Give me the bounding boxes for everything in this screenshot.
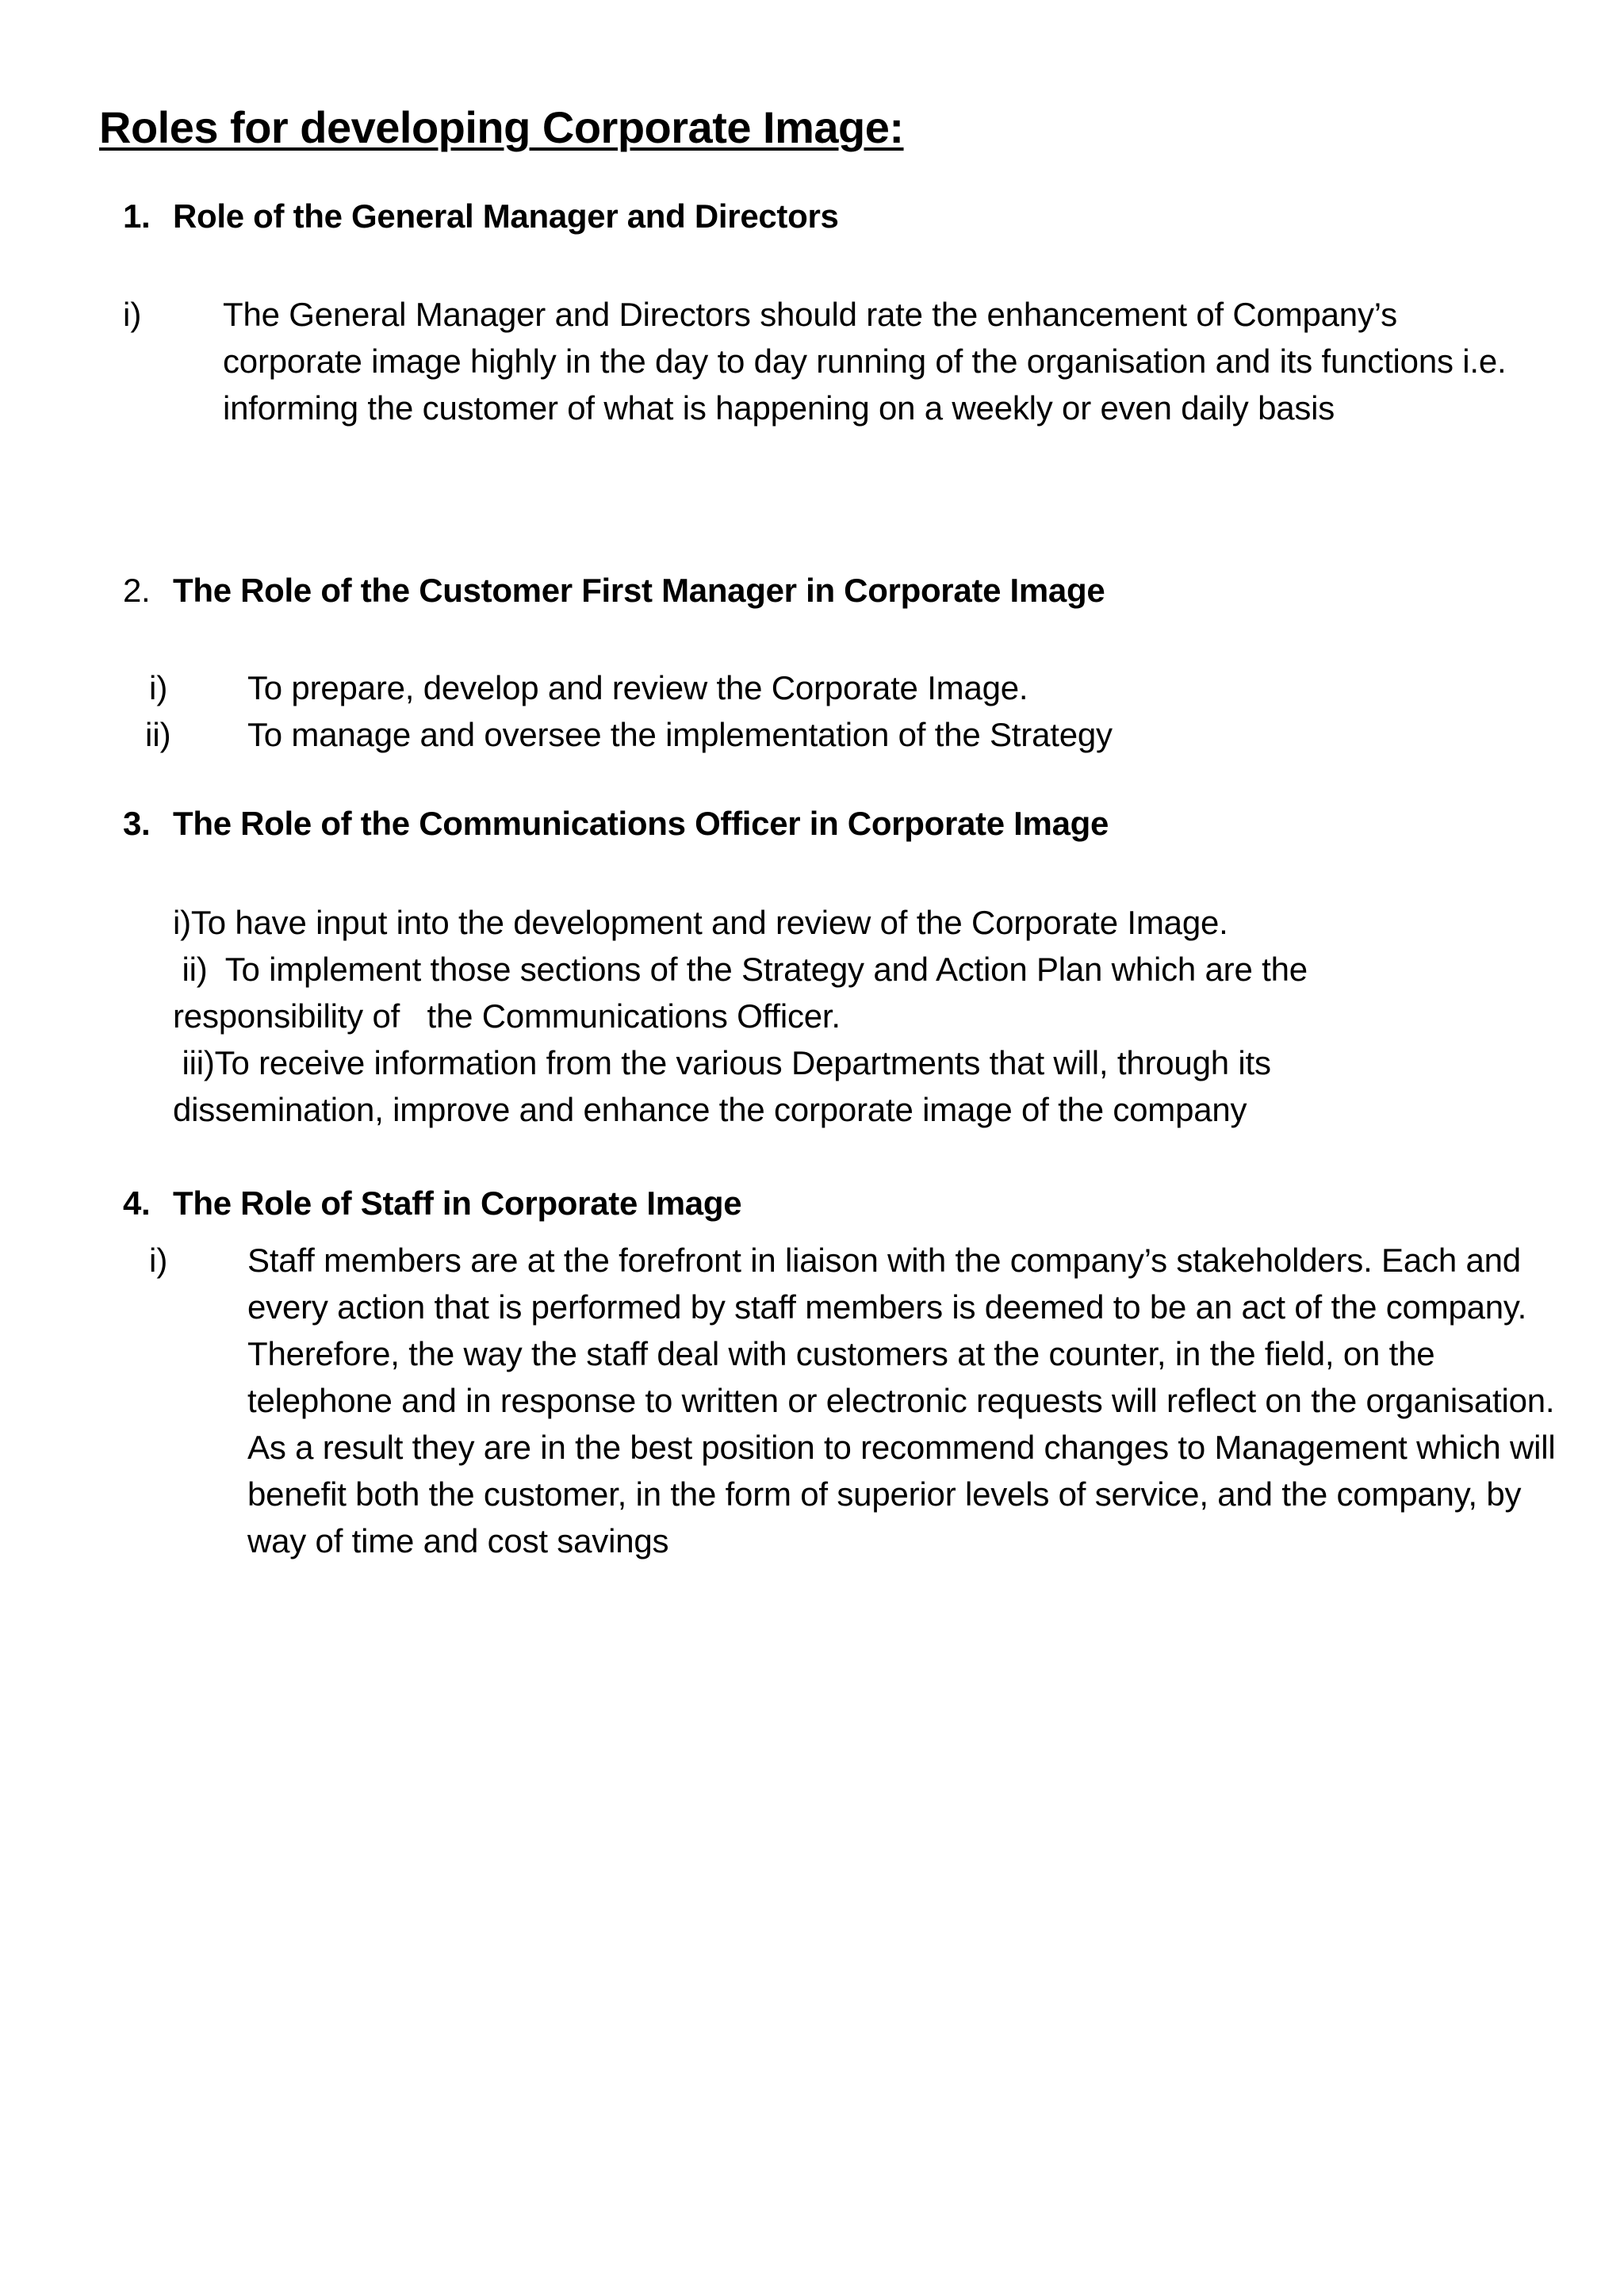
paragraph-line: dissemination, improve and enhance the corporate image of the company: [173, 1091, 1247, 1128]
list-marker: ii): [145, 716, 171, 753]
paragraph-line: ii) To implement those sections of the Strategy and Action Plan which are the: [173, 951, 1308, 988]
list-marker: i): [123, 296, 142, 333]
section-title: Role of the General Manager and Directors: [173, 197, 839, 235]
section-title: The Role of Staff in Corporate Image: [173, 1184, 742, 1222]
page-title: Roles for developing Corporate Image:: [99, 102, 904, 152]
section-number: 4.: [123, 1184, 151, 1222]
section-4-heading: [123, 1184, 741, 1223]
section-number: 2.: [123, 572, 151, 609]
section-1-heading: [123, 197, 839, 235]
section-title: The Role of the Communications Officer in Corporate Image: [173, 805, 1109, 842]
section-number: 3.: [123, 805, 151, 842]
section-title: The Role of the Customer First Manager in Corporate Image: [173, 572, 1105, 609]
paragraph-line: iii)To receive information from the various Departments that will, through its: [173, 1044, 1271, 1081]
list-item-text: Staff members are at the forefront in liaison with the company’s stakeholders. Each and every action that is performed by staff members is deemed to be an act of the company. Therefore, the way the staff deal with customers at the counter, in the field, on the telephone and in response to written or electronic requests will reflect on the organisation. As a result they are in the best position to recommend changes to Management which will benefit both the customer, in the form of superior levels of service, and the company, by way of time and cost savings: [247, 1242, 1556, 1559]
section-2-heading: [123, 572, 1105, 610]
section-number: 1.: [123, 197, 151, 235]
paragraph-line: i)To have input into the development and review of the Corporate Image.: [173, 904, 1228, 941]
list-item-text: The General Manager and Directors should rate the enhancement of Company’s corporate image highly in the day to day running of the organisation and its functions i.e. informing the customer of what is happening on a weekly or even daily basis: [223, 296, 1507, 427]
section-3-heading: [123, 805, 1109, 843]
list-item-text: To manage and oversee the implementation of the Strategy: [247, 716, 1113, 753]
paragraph-line: responsibility of the Communications Officer.: [173, 997, 841, 1035]
list-marker: i): [149, 669, 168, 706]
list-item-text: To prepare, develop and review the Corporate Image.: [247, 669, 1028, 706]
list-marker: i): [149, 1242, 168, 1279]
